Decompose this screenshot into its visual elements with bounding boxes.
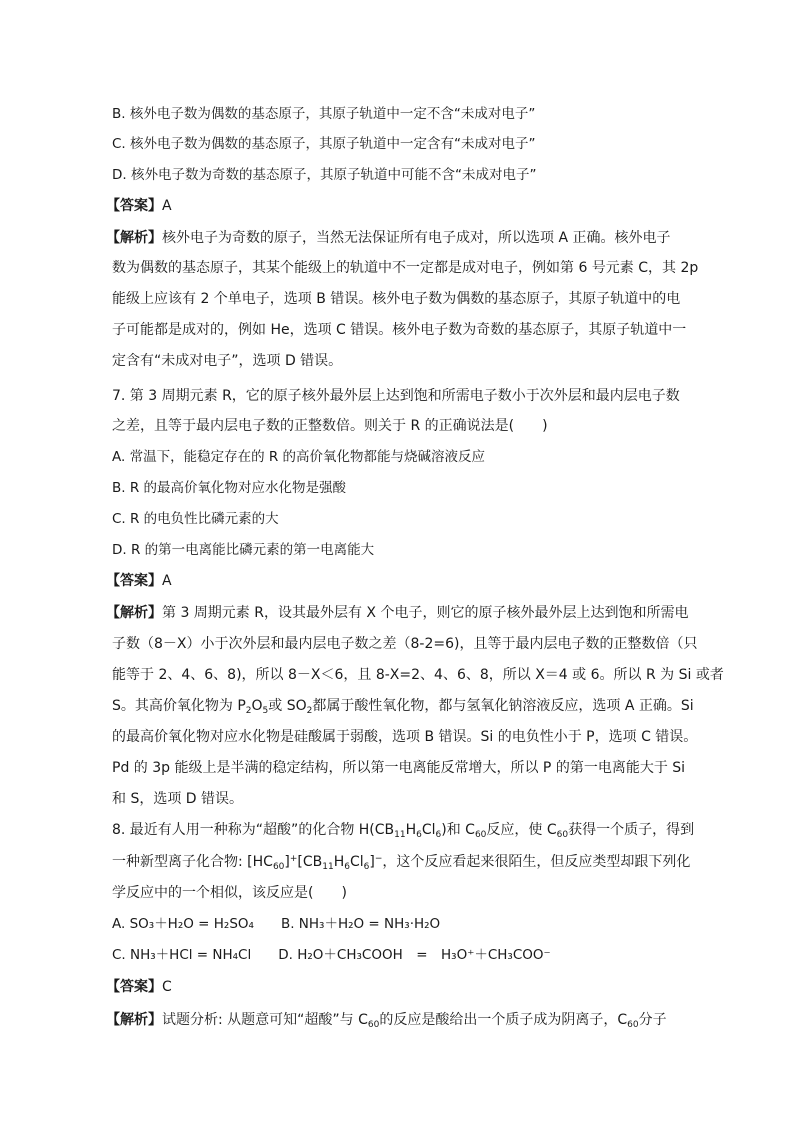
answer-tag: 【答案】	[106, 198, 162, 214]
answer-tag: 【答案】	[106, 979, 162, 995]
q7-stem-line-2: 之差，且等于最内层电子数的正整数倍。则关于 R 的正确说法是( )	[112, 418, 548, 434]
analysis-tag: 【解析】	[106, 605, 162, 621]
q8-stem-line-2: 一种新型离子化合物: $[HC_{60}]^+[CB_{11}H_6Cl_6]^-$，这个反应看起来很陌生，但反应类型却跟下列化	[112, 854, 691, 872]
q8-stem-line-3: 学反应中的一个相似，该反应是( )	[112, 885, 347, 901]
q6-analysis-line-2: 数为偶数的基态原子，其某个能级上的轨道中不一定都是成对电子，例如第 6 号元素 C，其 2p	[112, 260, 699, 276]
q7-option-a: A. 常温下，能稳定存在的 R 的高价氧化物都能与烧碱溶液反应	[112, 449, 486, 465]
q6-analysis-line-3: 能级上应该有 2 个单电子，选项 B 错误。核外电子数为偶数的基态原子，其原子轨道中的电	[112, 291, 681, 307]
q7-stem-line-1: 7. 第 3 周期元素 R，它的原子核外最外层上达到饱和所需电子数小于次外层和最内层电子数	[112, 388, 680, 404]
q7-option-d: D. R 的第一电离能比磷元素的第一电离能大	[112, 542, 375, 558]
q7-analysis-line-7: 和 S，选项 D 错误。	[112, 791, 244, 807]
q8-answer	[106, 977, 678, 997]
analysis-tag: 【解析】	[106, 230, 162, 246]
q8-stem-line-1: 8. 最近有人用一种称为“超酸”的化合物 $H(CB_{11}H_6Cl_6)$和 $C_{60}$反应，使 $C_{60}$获得一个质子，得到	[112, 822, 695, 840]
answer-value: C	[162, 979, 172, 995]
q7-analysis-line-3: 能等于 2、4、6、8)，所以 8－X＜6，且 8-X=2、4、6、8，所以 X＝4 或 6。所以 R 为 Si 或者	[112, 667, 724, 683]
q6-analysis-line-5: 定含有“未成对电子”，选项 D 错误。	[112, 353, 343, 369]
q6-option-c: C. 核外电子数为偶数的基态原子，其原子轨道中一定含有“未成对电子”	[112, 136, 536, 152]
q7-analysis-line-4: S。其高价氧化物为 $P_2O_5$或 $SO_2$都属于酸性氧化物，都与氢氧化钠溶液反应，选项 A 正确。Si	[112, 698, 694, 716]
q7-answer	[106, 571, 678, 591]
q8-options-a-b: A. SO₃＋H₂O = H₂SO₄ B. NH₃＋H₂O = NH₃·H₂O	[112, 916, 441, 932]
q8-options-c-d: C. NH₃＋HCl = NH₄Cl D. H₂O＋CH₃COOH = H₃O⁺＋CH₃COO⁻	[112, 947, 551, 963]
q7-analysis-line-6: Pd 的 3p 能级上是半满的稳定结构，所以第一电离能反常增大，所以 P 的第一电离能大于 Si	[112, 760, 686, 776]
q6-option-b: B. 核外电子数为偶数的基态原子，其原子轨道中一定不含“未成对电子”	[112, 106, 536, 122]
analysis-tag: 【解析】	[106, 1012, 162, 1028]
q6-analysis-line-1: 【解析】核外电子为奇数的原子，当然无法保证所有电子成对，所以选项 A 正确。核外电子	[106, 230, 671, 246]
q6-option-d: D. 核外电子数为奇数的基态原子，其原子轨道中可能不含“未成对电子”	[112, 167, 537, 183]
q7-option-c: C. R 的电负性比磷元素的大	[112, 511, 279, 527]
answer-value: A	[162, 573, 172, 589]
q6-answer	[106, 196, 678, 216]
q7-analysis-line-2: 子数（8－X）小于次外层和最内层电子数之差（8-2=6)，且等于最内层电子数的正整数倍（只	[112, 636, 698, 652]
q8-analysis-line-1: 【解析】试题分析: 从题意可知“超酸”与 $C_{60}$的反应是酸给出一个质子成为阴离子，$C_{60}$分子	[106, 1012, 667, 1030]
q6-analysis-line-4: 子可能都是成对的，例如 He，选项 C 错误。核外电子数为奇数的基态原子，其原子轨道中一	[112, 322, 687, 338]
q7-analysis-line-5: 的最高价氧化物对应水化物是硅酸属于弱酸，选项 B 错误。Si 的电负性小于 P，选项 C 错误。	[112, 729, 698, 745]
answer-value: A	[162, 198, 172, 214]
answer-tag: 【答案】	[106, 573, 162, 589]
q7-analysis-line-1: 【解析】第 3 周期元素 R，设其最外层有 X 个电子，则它的原子核外最外层上达到饱和所需电	[106, 605, 689, 621]
q7-option-b: B. R 的最高价氧化物对应水化物是强酸	[112, 480, 347, 496]
